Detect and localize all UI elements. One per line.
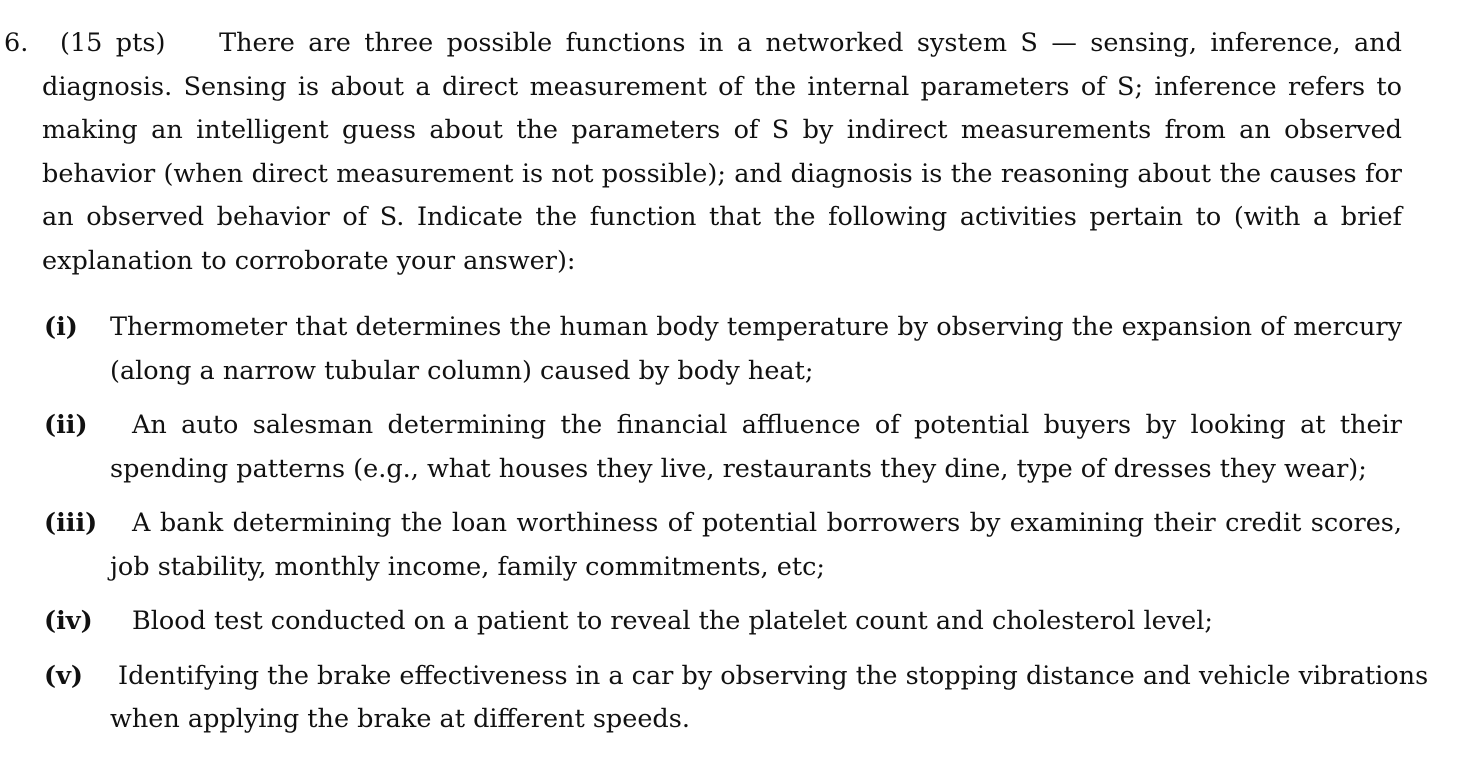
item-body <box>44 655 1429 742</box>
stem-line-4: behavior (when direct measurement is not possible); and diagnosis is the reasoning about the causes for <box>42 158 1402 189</box>
item-label: (ii) <box>44 410 88 440</box>
item-line: when applying the brake at different speeds. <box>110 704 690 734</box>
item-body <box>44 306 1402 393</box>
item-body <box>44 404 1402 491</box>
item-body <box>44 502 1402 589</box>
list-item <box>44 306 1402 393</box>
list-item <box>44 502 1402 589</box>
item-line: (along a narrow tubular column) caused by body heat; <box>110 355 814 386</box>
item-line: An auto salesman determining the financial affluence of potential buyers by looking at their <box>132 410 1402 440</box>
list-item <box>44 404 1402 491</box>
item-line: Identifying the brake effectiveness in a car by observing the stopping distance and vehicle vibrations <box>118 660 1429 691</box>
item-line: Blood test conducted on a patient to reveal the platelet count and cholesterol level; <box>132 606 1213 636</box>
item-line: Thermometer that determines the human body temperature by observing the expansion of mercury <box>110 312 1402 342</box>
item-line: job stability, monthly income, family commitments, etc; <box>110 551 825 582</box>
item-label: (i) <box>44 312 78 342</box>
item-label: (iv) <box>44 606 93 636</box>
item-label: (iii) <box>44 508 98 538</box>
stem-line-3: making an intelligent guess about the parameters of S by indirect measurements from an observed <box>42 115 1402 145</box>
problem-points: (15 pts) <box>60 28 166 58</box>
stem-line-6: explanation to corroborate your answer): <box>42 245 576 276</box>
stem-line-2: diagnosis. Sensing is about a direct measurement of the internal parameters of S; inference refers to <box>42 71 1402 102</box>
problem-stem <box>4 22 1402 283</box>
stem-line-5: an observed behavior of S. Indicate the function that the following activities pertain to (with a brief <box>42 202 1402 232</box>
item-body <box>44 600 1402 644</box>
item-label: (v) <box>44 660 83 691</box>
item-list <box>44 306 1429 753</box>
item-line: A bank determining the loan worthiness of potential borrowers by examining their credit scores, <box>132 508 1402 538</box>
problem-number: 6. <box>4 28 29 58</box>
stem-line-1 <box>4 22 1402 66</box>
stem-text-1: There are three possible functions in a networked system S — sensing, inference, and <box>219 28 1402 58</box>
item-line: spending patterns (e.g., what houses they live, restaurants they dine, type of dresses they wear); <box>110 453 1367 484</box>
list-item <box>44 655 1429 742</box>
list-item <box>44 600 1402 644</box>
